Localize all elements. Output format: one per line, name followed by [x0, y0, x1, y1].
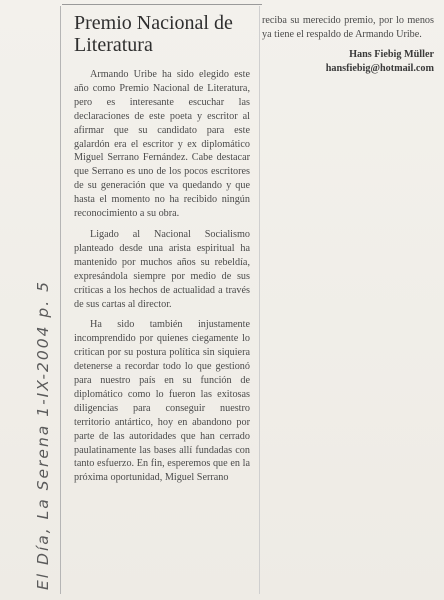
author-email: hansfiebig@hotmail.com	[325, 62, 434, 74]
top-rule	[62, 4, 262, 5]
article-paragraph-1: Armando Uribe ha sido elegido este año como Premio Nacional de Literatura, pero es interesante escuchar las declaraciones de este poeta y escritor al afirmar que su candidato para este galardón era el escritor y ex diplomático Miguel Serrano Fernández. Cabe destacar que Serrano es uno de los pocos escritores de su generación que va quedando y que hasta el momento no ha recibido ningún reconocimiento a su obra.	[74, 69, 250, 220]
article-right-column	[262, 14, 434, 76]
article-continuation: reciba su merecido premio, por lo menos ya tiene el respaldo de Armando Uribe.	[262, 15, 434, 40]
author-name: Hans Fiebig Müller	[349, 48, 434, 60]
article-title: Premio Nacional de Literatura	[74, 12, 233, 56]
column-divider-middle	[259, 6, 260, 594]
article-paragraph-2: Ligado al Nacional Socialismo planteado desde una arista espiritual ha mantenido por muchos años su rebeldía, expresándola siempre por medio de sus críticas a los hechos de actualidad a través de sus cartas al director.	[74, 228, 250, 310]
column-divider-left	[60, 6, 61, 594]
article-left-column	[74, 12, 250, 492]
handwritten-source-note: El Día, La Serena 1-IX-2004 p. 5	[34, 280, 52, 590]
article-paragraph-3: Ha sido también injustamente incomprendido por quienes ciegamente lo critican por su postura política sin siquiera detenerse a recordar todo lo que gestionó para nuestro país en su función de diplomático como lo fueron las exitosas diligencias para conseguir nuestro territorio antártico, hoy en abandono por parte de las autoridades que han cerrado paulatinamente las bases allí fundadas con tanto esfuerzo. En fin, esperemos que en la próxima oportunidad, Miguel Serrano	[74, 319, 250, 484]
